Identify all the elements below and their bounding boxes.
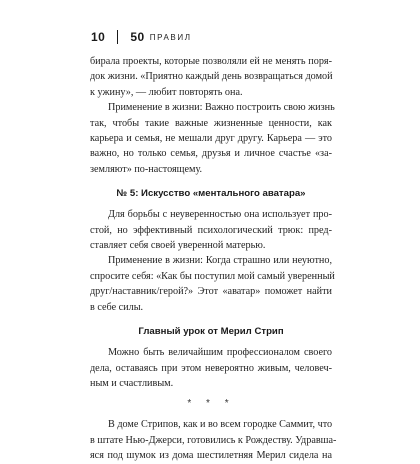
text-line: стой, но эффективный психологический трюк: пред- xyxy=(90,224,332,236)
text-line: В доме Стрипов, как и во всем городке Саммит, что xyxy=(108,419,333,431)
paragraph-3 xyxy=(90,207,332,253)
text-line: ставляет себя своей уверенной матерью. xyxy=(90,240,266,252)
section-heading-main-lesson: Главный урок от Мерил Стрип xyxy=(138,326,284,338)
paragraph-6 xyxy=(90,417,337,463)
book-title-word: ПРАВИЛ xyxy=(149,32,192,42)
text-line: в себе силы. xyxy=(90,301,144,313)
text-line: так, чтобы такие важные жизненные ценности, как xyxy=(90,117,332,129)
text-line: Можно быть величайшим профессионалом своего xyxy=(108,347,332,359)
book-title-number: 50 xyxy=(130,30,145,44)
paragraph-2 xyxy=(90,100,335,177)
paragraph-4 xyxy=(90,253,335,315)
text-line: бирала проекты, которые позволяли ей не менять поря- xyxy=(90,56,332,67)
text-line: яся под шумок из дома шестилетняя Мерил сидела на xyxy=(90,450,332,462)
text-line: спросите себя: «Как бы поступил мой самый уверенный xyxy=(90,270,335,282)
text-line: Применение в жизни: Важно построить свою жизнь xyxy=(108,102,335,114)
text-line: к ужину», — любит повторять она. xyxy=(90,86,243,98)
text-line: земляют» по-настоящему. xyxy=(90,163,203,175)
page-number: 10 xyxy=(91,30,106,44)
section-heading-mental-avatar: № 5: Искусство «ментального аватара» xyxy=(116,188,306,200)
text-line: важно, но только семья, друзья и личное счастье «за- xyxy=(90,148,332,160)
text-line: дела, оставаясь при этом невероятно живым, человеч- xyxy=(90,362,332,374)
section-separator: * * * xyxy=(187,398,235,410)
header-divider xyxy=(117,30,118,44)
paragraph-5 xyxy=(90,345,332,391)
text-line: в штате Нью-Джерси, готовились к Рождеству. Удравша- xyxy=(90,434,337,446)
text-line: Применение в жизни: Когда страшно или неуютно, xyxy=(108,255,332,267)
running-header xyxy=(91,30,192,44)
paragraph-1 xyxy=(90,54,332,100)
text-line: Для борьбы с неуверенностью она использует про- xyxy=(108,209,332,221)
text-line: ным и счастливым. xyxy=(90,377,174,389)
page-body xyxy=(90,54,337,464)
text-line: док жизни. «Приятно каждый день возвращаться домой xyxy=(90,71,333,83)
text-line: друг/наставник/герой?» Этот «аватар» поможет найти xyxy=(90,286,332,298)
text-line: карьера и семья, не мешали друг другу. Карьера — это xyxy=(90,133,332,145)
